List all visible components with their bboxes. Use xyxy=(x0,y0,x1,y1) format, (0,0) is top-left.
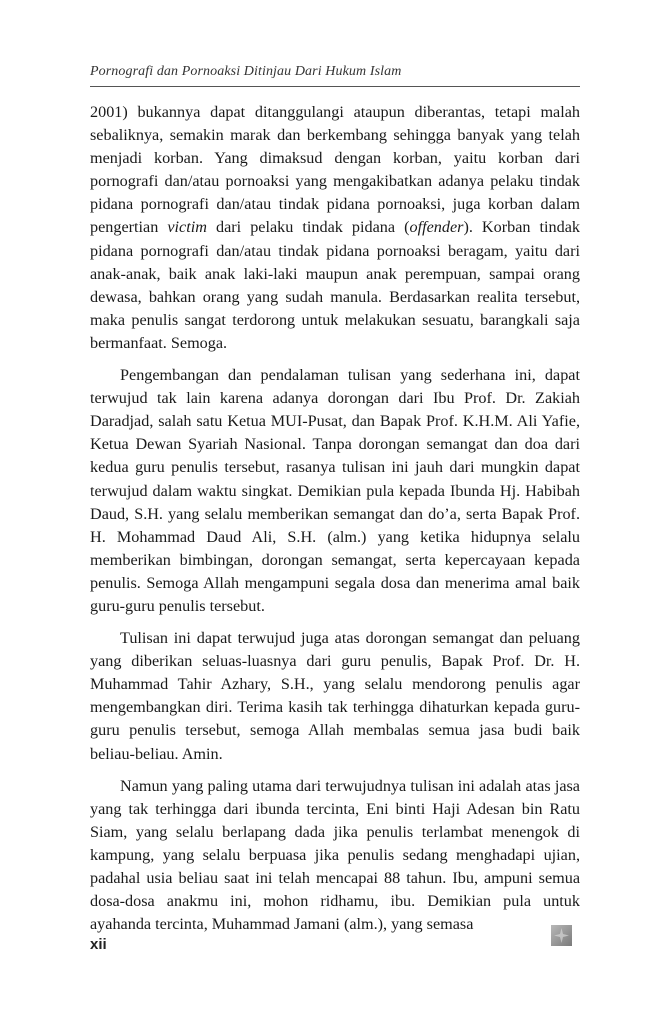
text-run: Namun yang paling utama dari terwujudnya tulisan ini adalah atas jasa yang tak terhingga dari ibunda tercinta, Eni binti Haji Adesan bin Ratu Siam, yang selalu berlapang dada jika penulis terlambat menengok di kampung, yang selalu berpuasa jika penulis sedang menghadapi ujian, padahal usia beliau saat ini telah mencapai 88 tahun. Ibu, ampuni semua dosa-dosa anakmu ini, mohon ridhamu, ibu. Demikian pula untuk ayahanda tercinta, Muhammad Jamani (alm.), yang semasa xyxy=(90,776,580,934)
text-run: 2001) bukannya dapat ditanggulangi ataupun diberantas, tetapi malah sebaliknya, semakin marak dan berkembang sehingga banyak yang telah menjadi korban. Yang dimaksud dengan korban, yaitu korban dari pornografi dan/atau pornoaksi yang mengakibatkan adanya pelaku tindak pidana pornografi dan/atau tindak pidana pornoaksi, juga korban dalam pengertian xyxy=(90,103,580,237)
body-text xyxy=(90,101,580,945)
text-run: ). Korban tindak pidana pornografi dan/atau tindak pidana pornoaksi beragam, yaitu dari anak-anak, baik anak laki-laki maupun anak perempuan, sampai orang dewasa, bahkan orang yang sudah manula. Berdasarkan realita tersebut, maka penulis sangat terdorong untuk melakukan sesuatu, barangkali saja bermanfaat. Semoga. xyxy=(90,218,580,352)
italic-term: victim xyxy=(167,218,207,237)
text-run: dari pelaku tindak pidana ( xyxy=(206,218,410,237)
header-divider xyxy=(90,86,580,87)
paragraph-4 xyxy=(90,775,580,937)
running-head-title: Pornografi dan Pornoaksi Ditinjau Dari Hukum Islam xyxy=(90,64,402,79)
paragraph-3 xyxy=(90,627,580,766)
page-number: xii xyxy=(90,936,107,953)
grey-square-ornament-icon xyxy=(551,925,572,946)
italic-term: offender xyxy=(409,218,464,237)
paragraph-1 xyxy=(90,101,580,355)
text-run: Tulisan ini dapat terwujud juga atas dorongan semangat dan peluang yang diberikan seluas-luasnya dari guru penulis, Bapak Prof. Dr. H. Muhammad Tahir Azhary, S.H., yang selalu mendorong penulis agar mengembangkan diri. Terima kasih tak terhingga dihaturkan kepada guru-guru penulis tersebut, semoga Allah membalas semua jasa budi baik beliau-beliau. Amin. xyxy=(90,629,580,763)
paragraph-2 xyxy=(90,364,580,618)
text-run: Pengembangan dan pendalaman tulisan yang sederhana ini, dapat terwujud tak lain karena adanya dorongan dari Ibu Prof. Dr. Zakiah Daradjad, salah satu Ketua MUI-Pusat, dan Bapak Prof. K.H.M. Ali Yafie, Ketua Dewan Syariah Nasional. Tanpa dorongan semangat dan doa dari kedua guru penulis tersebut, rasanya tulisan ini jauh dari mungkin dapat terwujud dalam waktu singkat. Demikian pula kepada Ibunda Hj. Habibah Daud, S.H. yang selalu memberikan semangat dan do’a, serta Bapak Prof. H. Mohammad Daud Ali, S.H. (alm.) yang ketika hidupnya selalu memberikan bimbingan, dorongan semangat, serta kepercayaan kepada penulis. Semoga Allah mengampuni segala dosa dan menerima amal baik guru-guru penulis tersebut. xyxy=(90,366,580,615)
